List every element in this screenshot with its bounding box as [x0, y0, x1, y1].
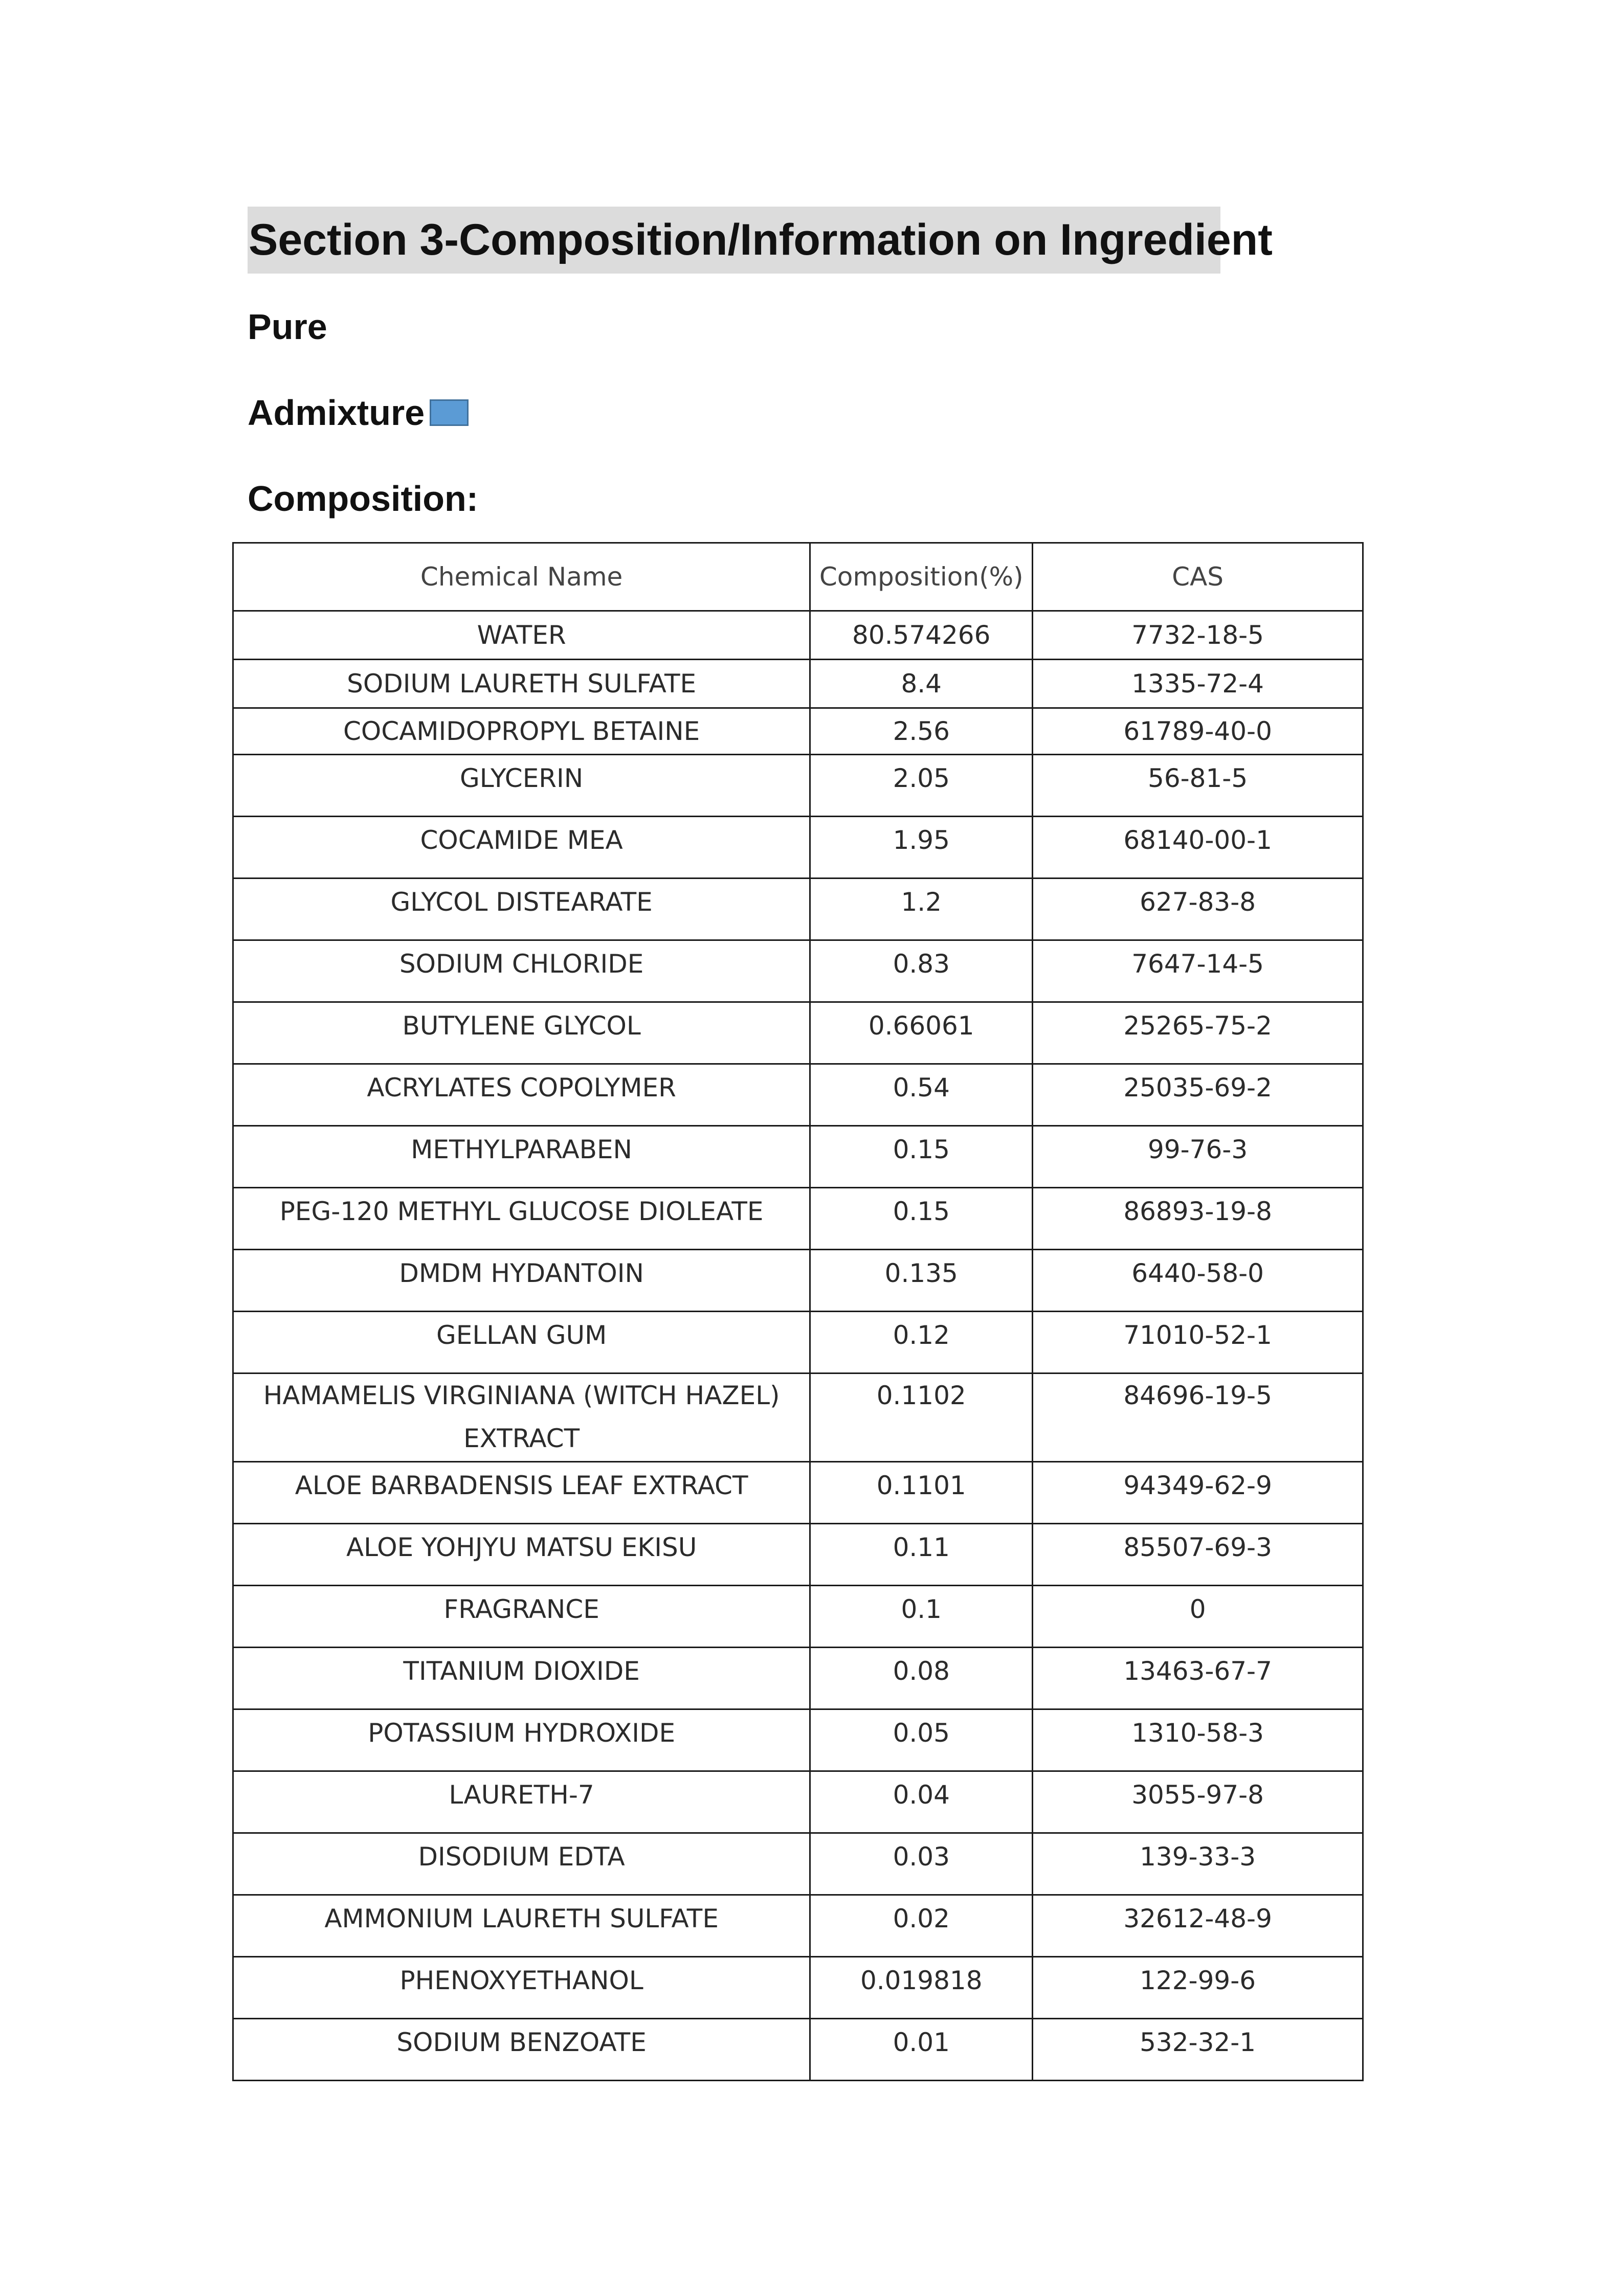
table-row [233, 1374, 1363, 1462]
cell-chemical-name: SODIUM LAURETH SULFATE [233, 660, 810, 708]
cell-cas: 6440-58-0 [1033, 1250, 1363, 1312]
cell-composition: 0.02 [810, 1895, 1033, 1957]
cell-chemical-name: GLYCOL DISTEARATE [233, 879, 810, 940]
table-row [233, 1250, 1363, 1312]
table-row [233, 1895, 1363, 1957]
cell-chemical-name: TITANIUM DIOXIDE [233, 1648, 810, 1709]
cell-cas: 56-81-5 [1033, 755, 1363, 817]
table-row [233, 1586, 1363, 1648]
cell-chemical-name: GLYCERIN [233, 755, 810, 817]
table-row [233, 755, 1363, 817]
cell-chemical-name: AMMONIUM LAURETH SULFATE [233, 1895, 810, 1957]
cell-cas: 94349-62-9 [1033, 1462, 1363, 1524]
cell-composition: 0.1101 [810, 1462, 1033, 1524]
table-row [233, 1126, 1363, 1188]
table-row [233, 611, 1363, 660]
table-header-row [233, 543, 1363, 611]
cell-chemical-name: GELLAN GUM [233, 1312, 810, 1374]
cell-composition: 0.01 [810, 2019, 1033, 2081]
cell-chemical-name: METHYLPARABEN [233, 1126, 810, 1188]
cell-cas: 122-99-6 [1033, 1957, 1363, 2019]
header-chemical-name: Chemical Name [233, 543, 810, 611]
table-row [233, 1957, 1363, 2019]
cell-cas: 85507-69-3 [1033, 1524, 1363, 1586]
cell-composition: 0.66061 [810, 1002, 1033, 1064]
cell-cas: 3055-97-8 [1033, 1771, 1363, 1833]
cell-composition: 1.95 [810, 817, 1033, 879]
cell-chemical-name: POTASSIUM HYDROXIDE [233, 1709, 810, 1771]
table-row [233, 1064, 1363, 1126]
cell-composition: 0.12 [810, 1312, 1033, 1374]
cell-chemical-name: PHENOXYETHANOL [233, 1957, 810, 2019]
cell-chemical-name: COCAMIDE MEA [233, 817, 810, 879]
cell-cas: 32612-48-9 [1033, 1895, 1363, 1957]
cell-chemical-name: HAMAMELIS VIRGINIANA (WITCH HAZEL) EXTRACT [233, 1374, 810, 1462]
cell-composition: 0.08 [810, 1648, 1033, 1709]
cell-chemical-name: ALOE BARBADENSIS LEAF EXTRACT [233, 1462, 810, 1524]
cell-chemical-name: DMDM HYDANTOIN [233, 1250, 810, 1312]
cell-cas: 25035-69-2 [1033, 1064, 1363, 1126]
cell-composition: 0.11 [810, 1524, 1033, 1586]
cell-cas: 139-33-3 [1033, 1833, 1363, 1895]
table-row [233, 1524, 1363, 1586]
table-row [233, 1462, 1363, 1524]
cell-cas: 99-76-3 [1033, 1126, 1363, 1188]
cell-cas: 13463-67-7 [1033, 1648, 1363, 1709]
table-row [233, 2019, 1363, 2081]
cell-chemical-name: LAURETH-7 [233, 1771, 810, 1833]
cell-chemical-name: FRAGRANCE [233, 1586, 810, 1648]
cell-chemical-name: ALOE YOHJYU MATSU EKISU [233, 1524, 810, 1586]
cell-chemical-name: ACRYLATES COPOLYMER [233, 1064, 810, 1126]
cell-cas: 0 [1033, 1586, 1363, 1648]
cell-chemical-name: SODIUM BENZOATE [233, 2019, 810, 2081]
cell-composition: 0.54 [810, 1064, 1033, 1126]
cell-cas: 86893-19-8 [1033, 1188, 1363, 1250]
cell-composition: 0.019818 [810, 1957, 1033, 2019]
cell-chemical-name: COCAMIDOPROPYL BETAINE [233, 708, 810, 755]
composition-table [232, 542, 1364, 2081]
cell-cas: 61789-40-0 [1033, 708, 1363, 755]
cell-composition: 0.15 [810, 1188, 1033, 1250]
cell-cas: 68140-00-1 [1033, 817, 1363, 879]
cell-composition: 0.03 [810, 1833, 1033, 1895]
cell-composition: 2.05 [810, 755, 1033, 817]
cell-composition: 1.2 [810, 879, 1033, 940]
header-cas: CAS [1033, 543, 1363, 611]
cell-composition: 2.56 [810, 708, 1033, 755]
table-row [233, 940, 1363, 1002]
composition-label: Composition: [248, 479, 479, 519]
table-row [233, 1648, 1363, 1709]
cell-composition: 0.135 [810, 1250, 1033, 1312]
cell-chemical-name: WATER [233, 611, 810, 660]
cell-chemical-name: DISODIUM EDTA [233, 1833, 810, 1895]
cell-composition: 0.1102 [810, 1374, 1033, 1462]
table-row [233, 817, 1363, 879]
cell-chemical-name: SODIUM CHLORIDE [233, 940, 810, 1002]
cell-cas: 1335-72-4 [1033, 660, 1363, 708]
cell-composition: 8.4 [810, 660, 1033, 708]
table-row [233, 1002, 1363, 1064]
cell-cas: 7647-14-5 [1033, 940, 1363, 1002]
table-row [233, 879, 1363, 940]
cell-cas: 532-32-1 [1033, 2019, 1363, 2081]
table-row [233, 1188, 1363, 1250]
pure-label: Pure [248, 307, 327, 347]
table-body [233, 611, 1363, 2081]
table-row [233, 1709, 1363, 1771]
cell-composition: 0.04 [810, 1771, 1033, 1833]
admixture-label: Admixture [248, 393, 425, 433]
section-title: Section 3-Composition/Information on Ingredient [248, 207, 1220, 274]
cell-cas: 1310-58-3 [1033, 1709, 1363, 1771]
cell-composition: 0.83 [810, 940, 1033, 1002]
table-row [233, 1771, 1363, 1833]
table-row [233, 708, 1363, 755]
admixture-row [248, 390, 469, 436]
cell-composition: 0.15 [810, 1126, 1033, 1188]
table-row [233, 1833, 1363, 1895]
table-row [233, 1312, 1363, 1374]
cell-cas: 25265-75-2 [1033, 1002, 1363, 1064]
header-composition: Composition(%) [810, 543, 1033, 611]
cell-cas: 84696-19-5 [1033, 1374, 1363, 1462]
cell-cas: 627-83-8 [1033, 879, 1363, 940]
cell-composition: 80.574266 [810, 611, 1033, 660]
table-row [233, 660, 1363, 708]
cell-composition: 0.1 [810, 1586, 1033, 1648]
cell-composition: 0.05 [810, 1709, 1033, 1771]
cell-cas: 71010-52-1 [1033, 1312, 1363, 1374]
cell-cas: 7732-18-5 [1033, 611, 1363, 660]
cell-chemical-name: BUTYLENE GLYCOL [233, 1002, 810, 1064]
admixture-checkbox-icon[interactable] [430, 399, 469, 426]
cell-chemical-name: PEG-120 METHYL GLUCOSE DIOLEATE [233, 1188, 810, 1250]
